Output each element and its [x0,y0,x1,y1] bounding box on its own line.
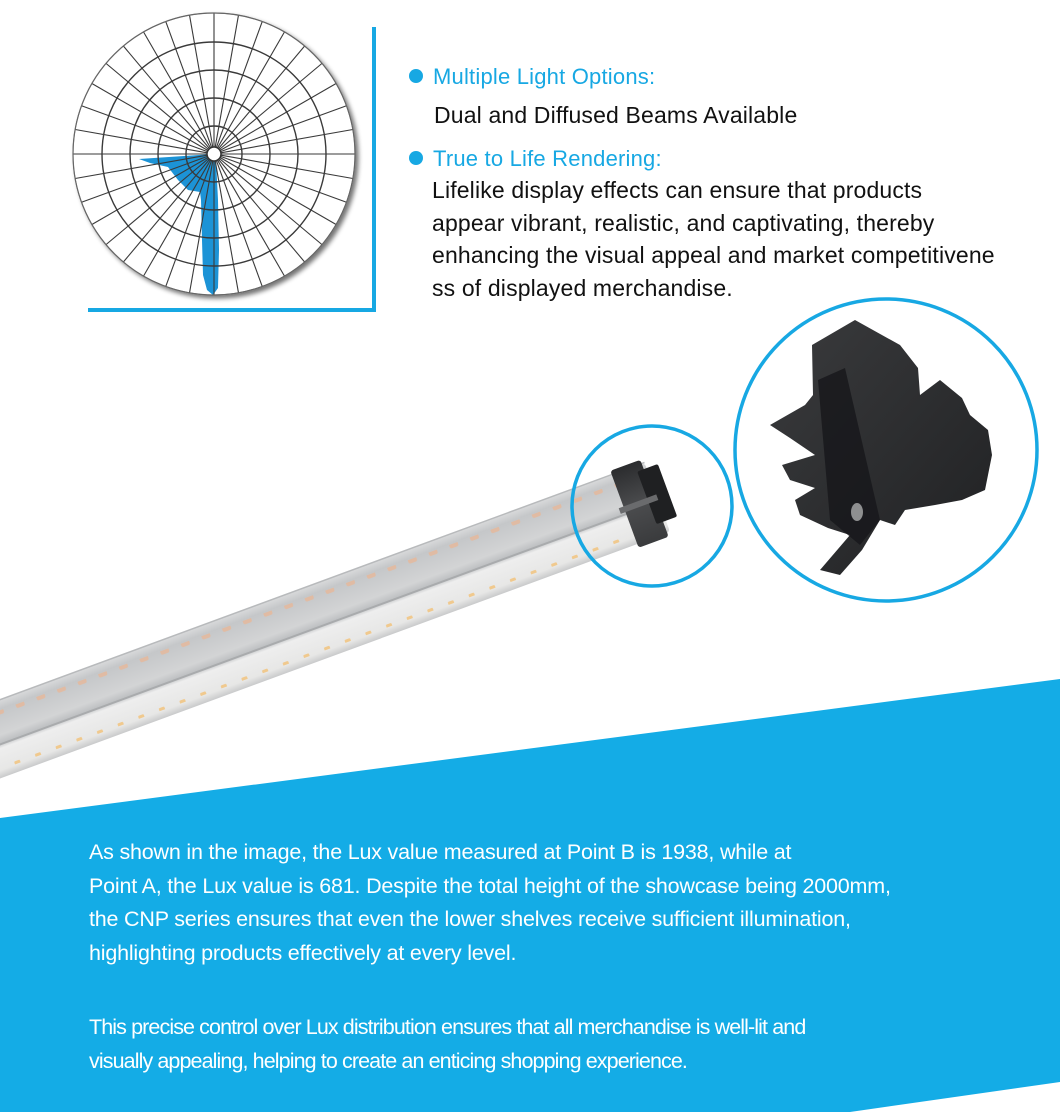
feature-title-text: Multiple Light Options: [433,64,656,89]
description-paragraph-1 [89,836,891,970]
description-line: As shown in the image, the Lux value measured at Point B is 1938, while at [89,840,792,864]
description-line: visually appealing, helping to create an enticing shopping experience. [89,1048,687,1073]
description-line: highlighting products effectively at every level. [89,940,517,965]
description-line: the CNP series ensures that even the lower shelves receive sufficient illumination, [89,907,851,931]
feature-body-line: ss of displayed merchandise. [432,274,733,301]
led-tube [0,455,683,792]
feature-body-line: Dual and Diffused Beams Available [434,102,798,128]
feature-title-text: True to Life Rendering: [433,146,662,171]
description-line: Point A, the Lux value is 681. Despite the total height of the showcase being 2000mm, [89,873,891,898]
description-line: This precise control over Lux distribution ensures that all merchandise is well-lit and [89,1015,806,1039]
description-paragraph-2 [89,1011,805,1078]
feature-body-line: enhancing the visual appeal and market competitivene [432,242,995,268]
feature-body-line: appear vibrant, realistic, and captivating, thereby [432,209,935,236]
feature-body-line: Lifelike display effects can ensure that products [432,177,923,203]
